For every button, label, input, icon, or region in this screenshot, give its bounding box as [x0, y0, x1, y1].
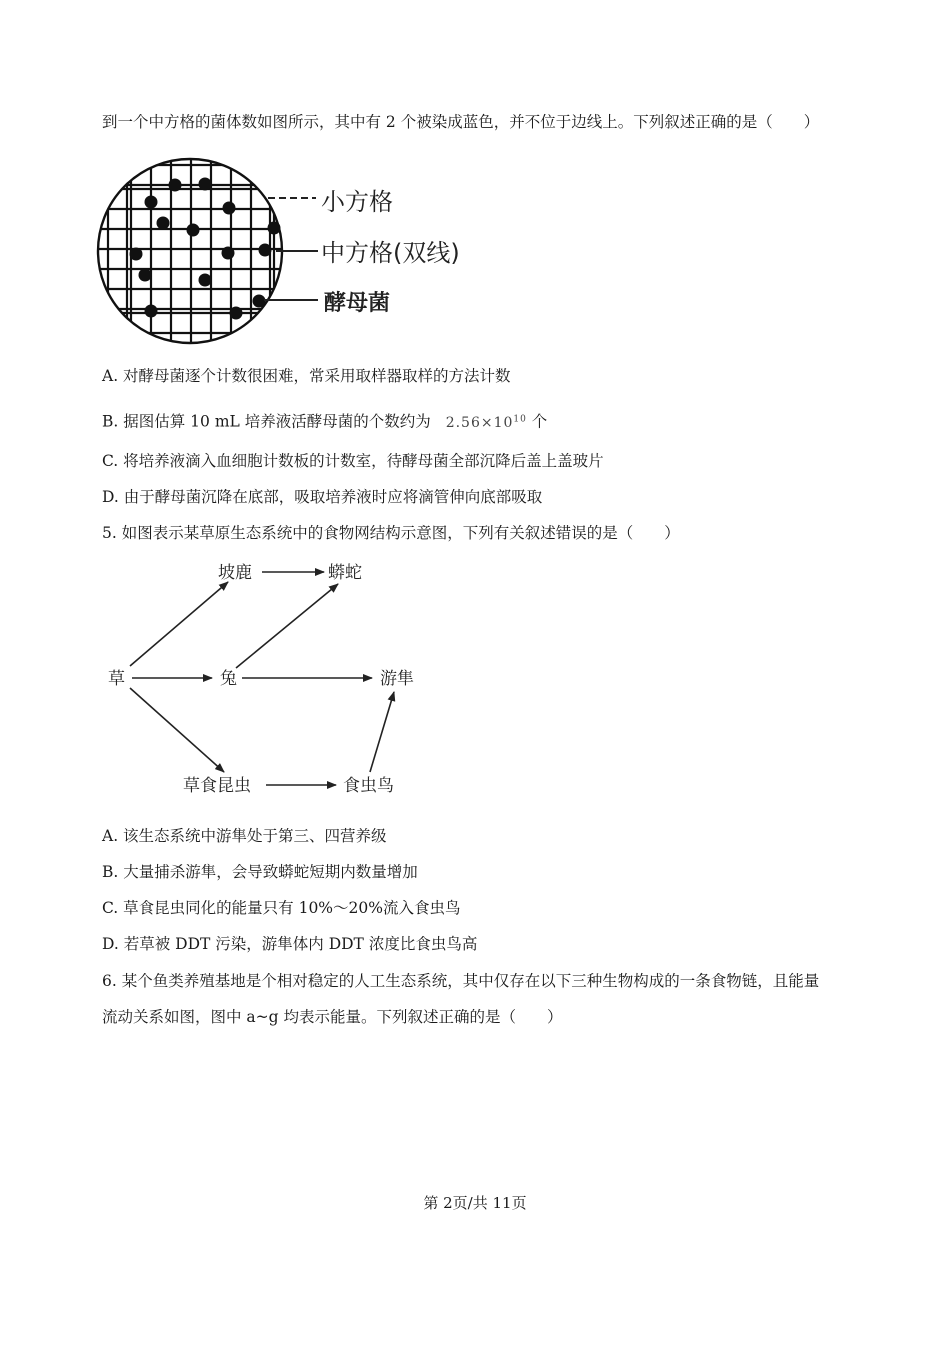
q6-stem-line2: 流动关系如图，图中 a~g 均表示能量。下列叙述正确的是（ ）	[102, 1008, 563, 1026]
label-small-square: 小方格	[321, 188, 393, 216]
node-deer: 坡鹿	[218, 563, 252, 583]
node-bird: 食虫鸟	[343, 776, 394, 796]
q4-option-b-text: B. 据图估算 10 mL 培养液活酵母菌的个数约为	[102, 412, 431, 431]
q4-option-a: A. 对酵母菌逐个计数很困难，常采用取样器取样的方法计数	[102, 367, 511, 385]
arrow-grass-insect	[130, 688, 224, 772]
node-falcon: 游隼	[380, 669, 414, 689]
arrow-bird-falcon	[370, 692, 394, 772]
q5-option-b: B. 大量捕杀游隼，会导致蟒蛇短期内数量增加	[102, 863, 418, 881]
q4-stem-tail: 到一个中方格的菌体数如图所示，其中有 2 个被染成蓝色，并不位于边线上。下列叙述正确的是（ ）	[102, 113, 820, 131]
node-snake: 蟒蛇	[328, 563, 362, 583]
q4-option-b	[102, 409, 547, 433]
label-medium-square: 中方格(双线)	[321, 239, 460, 267]
hemocytometer-figure	[96, 148, 536, 358]
label-yeast: 酵母菌	[324, 291, 391, 316]
q5-option-a: A. 该生态系统中游隼处于第三、四营养级	[102, 827, 387, 845]
q4-option-d: D. 由于酵母菌沉降在底部，吸取培养液时应将滴管伸向底部吸取	[102, 488, 543, 506]
q4-option-c: C. 将培养液滴入血细胞计数板的计数室，待酵母菌全部沉降后盖上盖玻片	[102, 452, 604, 470]
page-footer: 第 2页/共 11页	[423, 1194, 527, 1212]
q5-option-c: C. 草食昆虫同化的能量只有 10%～20%流入食虫鸟	[102, 899, 461, 917]
node-insect: 草食昆虫	[183, 776, 251, 796]
q4-option-b-value: $2.56\times 10^{10}$	[445, 414, 527, 431]
food-web-diagram	[100, 556, 440, 806]
q4-option-b-unit: 个	[531, 412, 548, 431]
node-grass: 草	[108, 669, 125, 689]
q5-stem: 5. 如图表示某草原生态系统中的食物网结构示意图，下列有关叙述错误的是（ ）	[102, 524, 680, 542]
arrow-grass-deer	[130, 582, 228, 666]
q5-option-d: D. 若草被 DDT 污染，游隼体内 DDT 浓度比食虫鸟高	[102, 935, 478, 953]
arrow-rabbit-snake	[236, 584, 338, 668]
node-rabbit: 兔	[220, 669, 237, 689]
q6-stem-line1: 6. 某个鱼类养殖基地是个相对稳定的人工生态系统，其中仅存在以下三种生物构成的一条食物链，且能量	[102, 972, 820, 990]
